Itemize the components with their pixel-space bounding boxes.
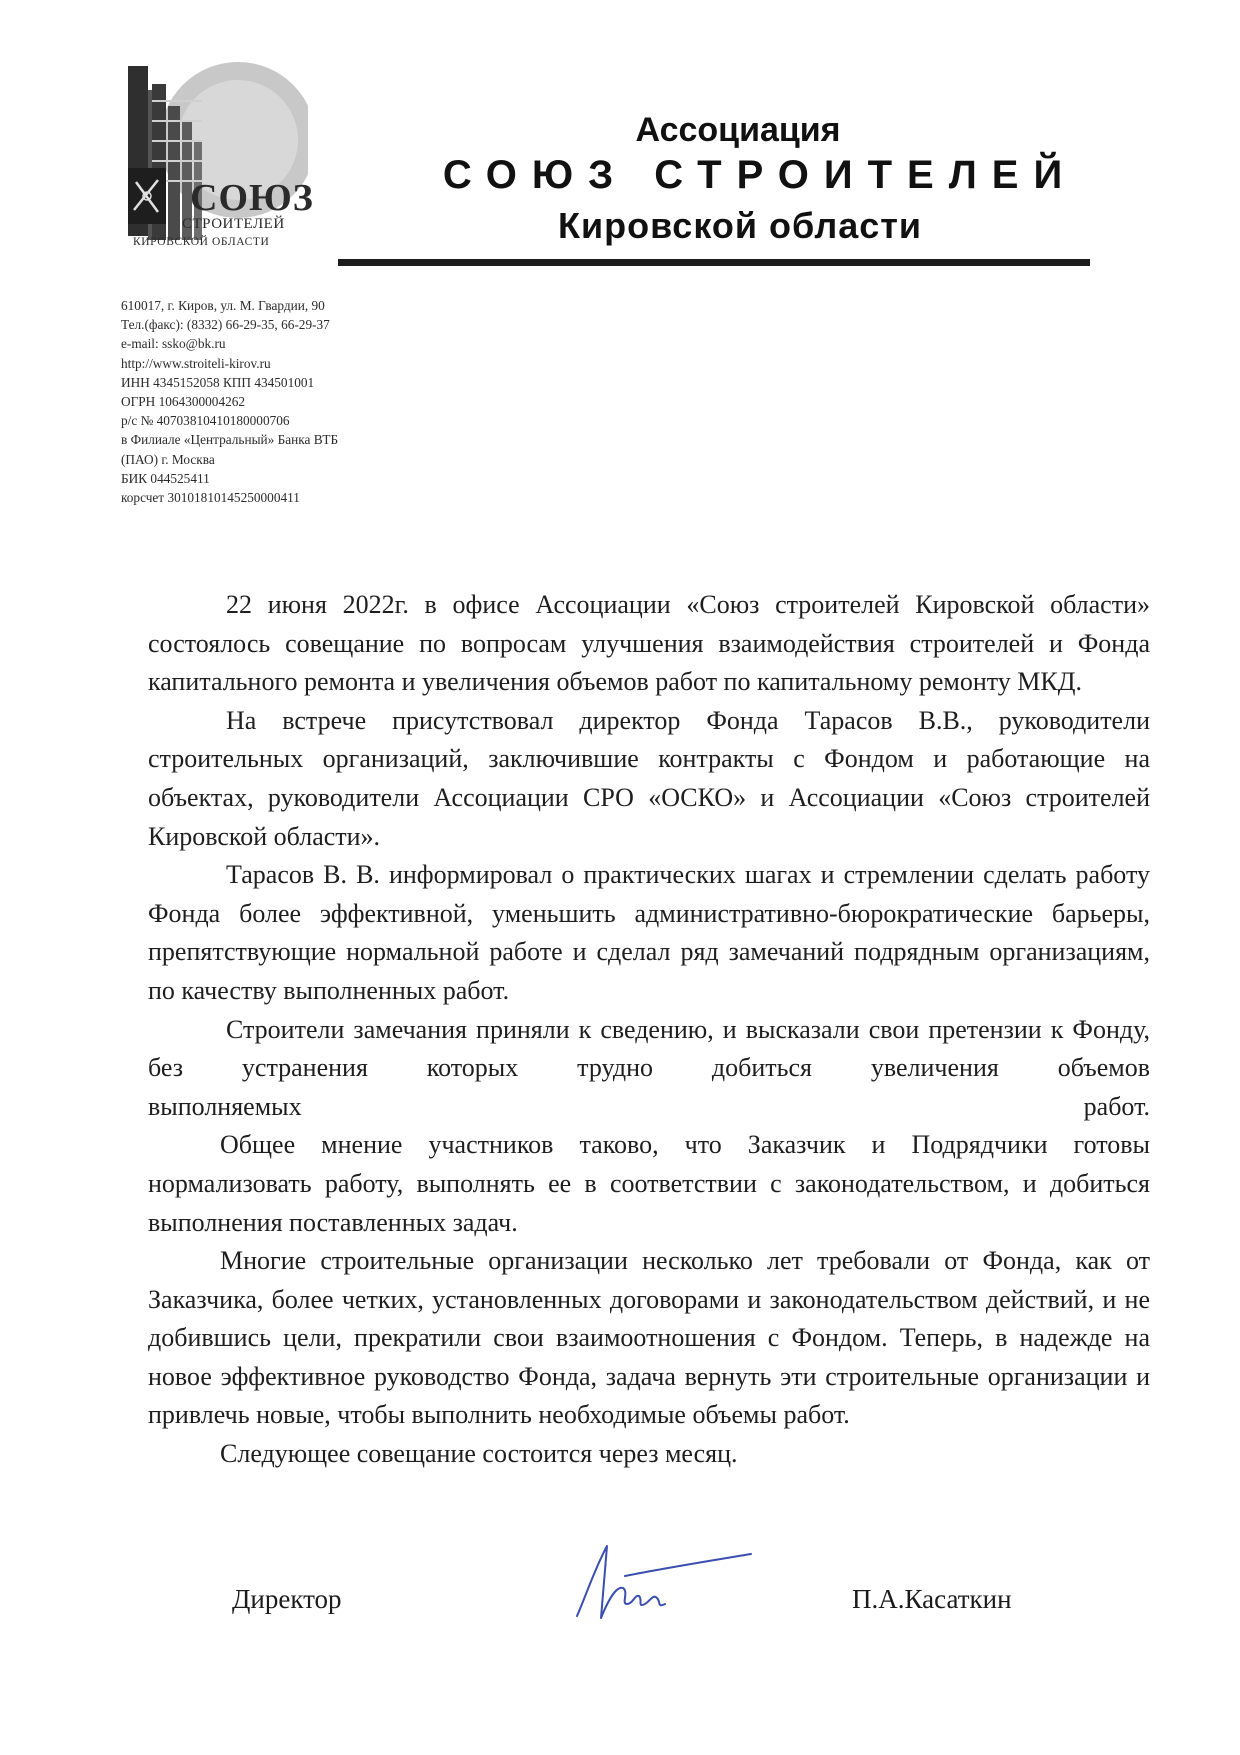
contact-website: http://www.stroiteli-kirov.ru bbox=[121, 355, 271, 371]
contact-email: e-mail: ssko@bk.ru bbox=[121, 336, 226, 352]
contact-account: р/с № 40703810410180000706 bbox=[121, 413, 290, 429]
signatory-role: Директор bbox=[232, 1584, 342, 1614]
contact-bank-city: (ПАО) г. Москва bbox=[121, 451, 215, 467]
logo-word: СОЮЗ bbox=[190, 177, 314, 219]
body-paragraph: 22 июня 2022г. в офисе Ассоциации «Союз строителей Кировской области» состоялось совещание по вопросам улучшения взаимодействия строителей и Фонда капитального ремонта и увеличения объемов работ по капитальному ремонту МКД. bbox=[148, 590, 1150, 697]
body-paragraph-text: Строители замечания приняли к сведению, и высказали свои претензии к Фонду, без устранения которых трудно добиться увеличения объемов bbox=[148, 1014, 1150, 1083]
contact-phone: Тел.(факс): (8332) 66-29-35, 66-29-37 bbox=[121, 317, 330, 333]
contact-bank: в Филиале «Центральный» Банка ВТБ bbox=[121, 432, 339, 448]
body-word-right: работ. bbox=[1083, 1091, 1150, 1121]
body-paragraph: Тарасов В. В. информировал о практических шагах и стремлении сделать работу Фонда более эффективной, уменьшить административно-бюрократические барьеры, препятствующие нормальной работе и сделал ряд замечаний подрядным организациям, по качеству выполненных работ. bbox=[148, 860, 1150, 1005]
letter-body bbox=[148, 586, 1150, 1474]
contact-corr-account: корсчет 30101810145250000411 bbox=[121, 490, 300, 506]
body-paragraph-last-line bbox=[148, 1088, 1150, 1127]
logo-region: КИРОВСКОЙ ОБЛАСТИ bbox=[133, 236, 270, 248]
contact-ogrn: ОГРН 1064300004262 bbox=[121, 394, 246, 410]
contact-inn-kpp: ИНН 4345152058 КПП 434501001 bbox=[121, 374, 315, 390]
contact-block bbox=[121, 296, 481, 507]
contact-bik: БИК 044525411 bbox=[121, 470, 210, 486]
body-paragraph: Многие строительные организации несколько лет требовали от Фонда, как от Заказчика, более четких, установленных договорами и законодательством действий, и не добившись цели, прекратили свои взаимоотношения с Фондом. Теперь, в надежде на новое эффективное руководство Фонда, задача вернуть эти строительные организации и привлечь новые, чтобы выполнить необходимые объемы работ. bbox=[148, 1246, 1150, 1430]
header-rule bbox=[338, 259, 1090, 266]
organization-logo bbox=[0, 0, 340, 270]
body-word-left: выполняемых bbox=[148, 1091, 302, 1121]
handwritten-signature-icon bbox=[565, 1538, 755, 1628]
body-paragraph: Следующее совещание состоится через месяц. bbox=[220, 1439, 738, 1469]
org-region-heading: Кировской области bbox=[557, 205, 922, 246]
body-paragraph bbox=[148, 1011, 1150, 1088]
org-name-heading: СОЮЗ СТРОИТЕЛЕЙ bbox=[442, 153, 1078, 197]
body-paragraph: На встрече присутствовал директор Фонда Тарасов В.В., руководители строительных организаций, заключившие контракты с Фондом и работающие на объектах, руководители Ассоциации СРО «ОСКО» и Ассоциации «Союз строителей Кировской области». bbox=[148, 705, 1150, 851]
contact-address: 610017, г. Киров, ул. М. Гвардии, 90 bbox=[121, 298, 325, 313]
signatory-name: П.А.Касаткин bbox=[852, 1584, 1012, 1614]
body-paragraph: Общее мнение участников таково, что Заказчик и Подрядчики готовы нормализовать работу, выполнять ее в соответствии с законодательством, и добиться выполнения поставленных задач. bbox=[148, 1130, 1150, 1237]
org-type-heading: Ассоциация bbox=[635, 111, 841, 149]
logo-subtitle: СТРОИТЕЛЕЙ bbox=[182, 216, 285, 232]
